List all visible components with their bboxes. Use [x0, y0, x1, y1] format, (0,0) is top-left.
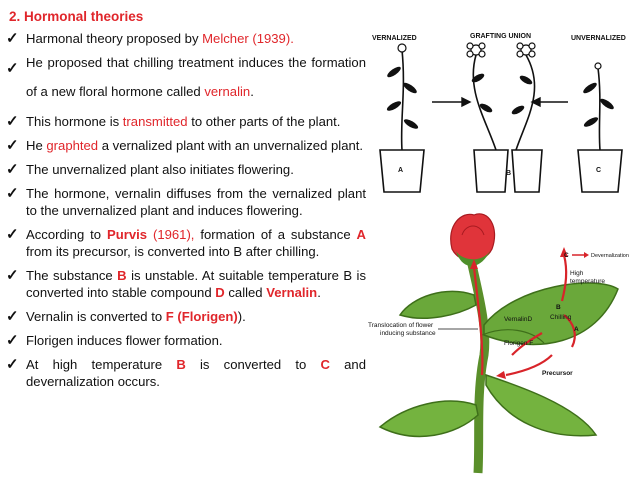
pot-b-label: B	[506, 170, 512, 177]
label-b: B	[556, 304, 561, 311]
section-heading: 2. Hormonal theories	[9, 9, 144, 24]
check-icon: ✓	[6, 60, 19, 77]
upper-left-leaf	[400, 291, 476, 318]
label-precursor: Precursor	[542, 370, 573, 377]
check-icon: ✓	[6, 30, 19, 47]
check-icon: ✓	[6, 356, 19, 373]
legend-c: C	[564, 252, 569, 259]
translocation-line2: inducing substance	[380, 330, 436, 337]
bullet-item: ✓ The substance B is unstable. At suitable temperature B is converted into stable compound D called Vernalin.	[6, 267, 366, 300]
bullet-list	[6, 30, 366, 397]
lower-left-leaf	[380, 401, 478, 436]
label-chilling: Chilling	[550, 314, 572, 321]
check-icon: ✓	[6, 113, 19, 130]
check-icon: ✓	[6, 161, 19, 178]
bullet-item: ✓ Florigen induces flower formation.	[6, 332, 223, 349]
plant-figure	[366, 205, 636, 475]
bullet-item: ✓ Vernalin is converted to F (Florigen)).	[6, 308, 246, 325]
high-temperature-line1: High	[570, 270, 584, 277]
label-a: A	[574, 326, 579, 333]
pot-c-label: C	[596, 167, 602, 174]
lower-right-leaf	[486, 375, 596, 436]
pot-a-label: A	[398, 167, 404, 174]
bullet-item: ✓ This hormone is transmitted to other parts of the plant.	[6, 113, 341, 130]
bullet-item: ✓ He graphted a vernalized plant with an unvernalized plant.	[6, 137, 364, 154]
check-icon: ✓	[6, 137, 19, 154]
label-vernalized: VERNALIZED	[372, 35, 417, 42]
translocation-line1: Translocation of flower	[368, 322, 434, 329]
check-icon: ✓	[6, 267, 19, 284]
bullet-item: ✓ The hormone, vernalin diffuses from the vernalized plant to the unvernalized plant and induces flowering.	[6, 185, 366, 218]
bullet-item: ✓ He proposed that chilling treatment induces the formation of a new floral hormone called vernalin.	[6, 55, 366, 99]
bullet-item: ✓ According to Purvis (1961), formation of a substance A from its precursor, is converted into B after chilling.	[6, 226, 367, 259]
check-icon: ✓	[6, 308, 19, 325]
check-icon: ✓	[6, 185, 19, 202]
legend-devernalization: Devernalization	[591, 253, 629, 259]
label-florigen-f: Florigen F	[504, 340, 534, 347]
bullet-item: ✓ At high temperature B is converted to C and devernalization occurs.	[6, 356, 366, 389]
rose-flower	[451, 214, 495, 266]
check-icon: ✓	[6, 332, 19, 349]
high-temperature-line2: temperature	[570, 278, 606, 285]
bullet-item: ✓ The unvernalized plant also initiates flowering.	[6, 161, 294, 178]
label-unvernalized: UNVERNALIZED	[571, 35, 626, 42]
check-icon: ✓	[6, 226, 19, 243]
label-vernalin-d: VernalinD	[504, 316, 533, 323]
bullet-item: ✓ Harmonal theory proposed by Melcher (1939).	[6, 30, 294, 47]
label-grafting-union: GRAFTING UNION	[470, 33, 532, 40]
grafting-figure	[366, 30, 634, 202]
